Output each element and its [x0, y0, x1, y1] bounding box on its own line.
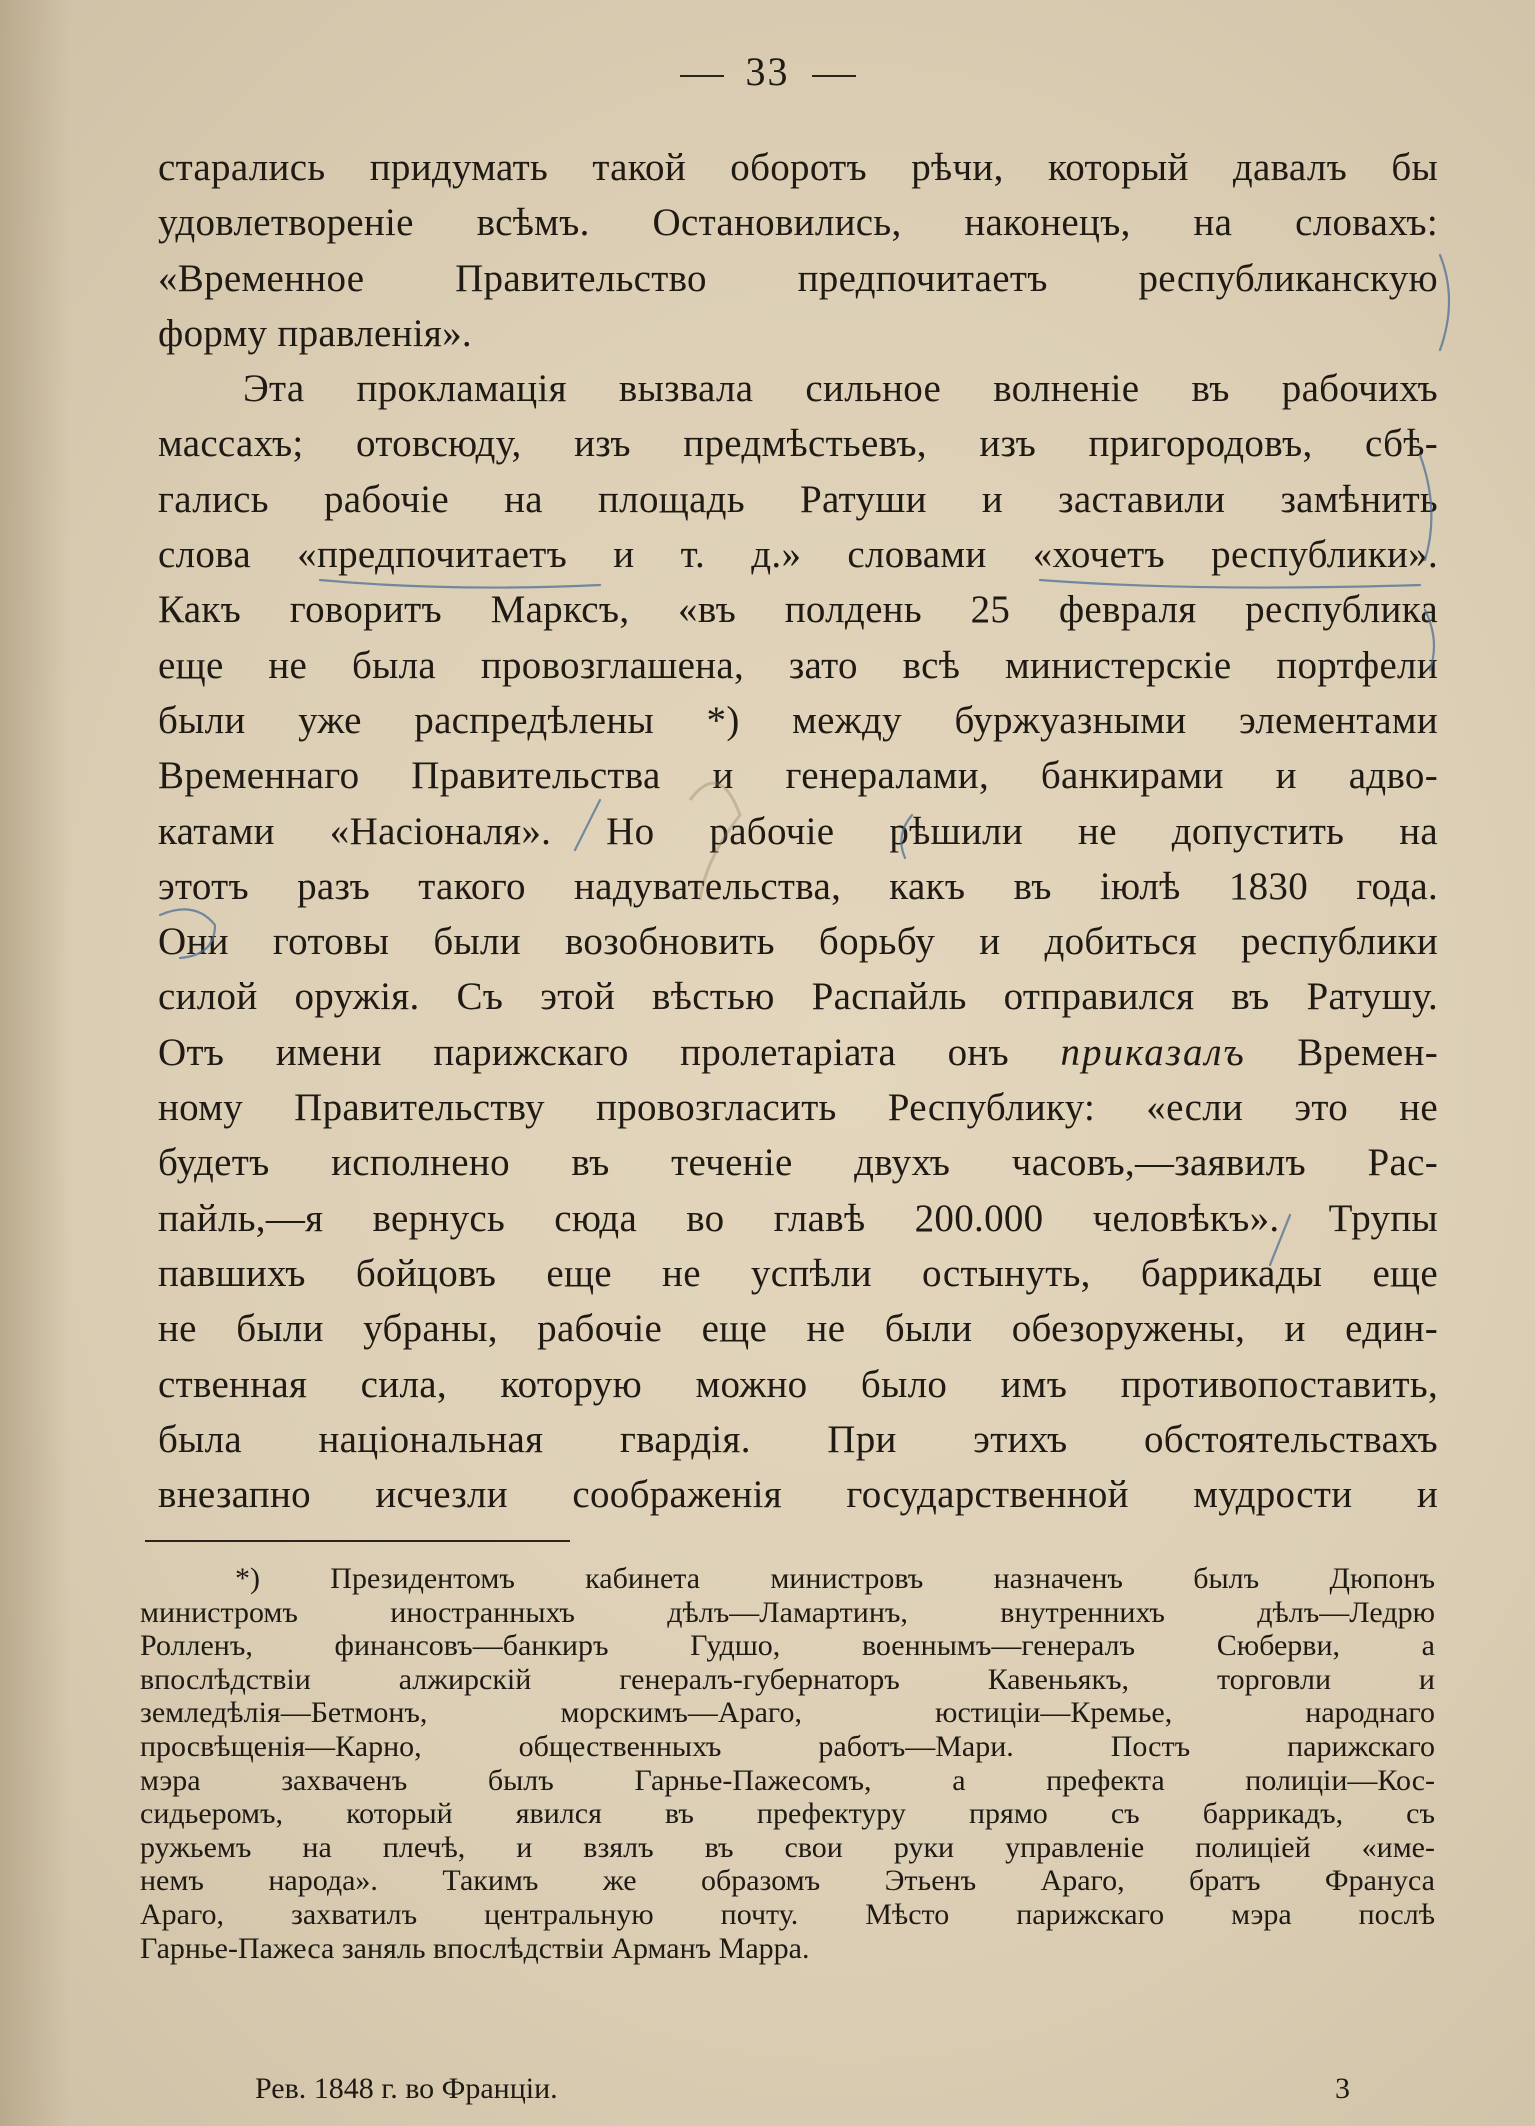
footnote-line: земледѣлія—Бетмонъ, морскимъ—Араго, юстиціи—Кремье, народнаго: [140, 1696, 1435, 1730]
printer-signature: [255, 2072, 1350, 2106]
footnotes: [140, 1562, 1435, 1965]
body-line: ному Правительству провозгласить Республику: «если это не: [158, 1086, 1438, 1130]
body-line: слова «предпочитаетъ и т. д.» словами «хочетъ республики».: [158, 533, 1438, 577]
page-number-dash-right: [812, 75, 856, 77]
body-line: не были убраны, рабочіе еще не были обезоружены, и един-: [158, 1307, 1438, 1351]
page-number-dash-left: [680, 75, 724, 77]
footnote-line: *) Президентомъ кабинета министровъ назначенъ былъ Дюпонъ: [235, 1562, 1435, 1595]
footnote-line: немъ народа». Такимъ же образомъ Этьенъ Араго, братъ Франуса: [140, 1864, 1435, 1898]
page-number-value: 33: [745, 49, 790, 94]
body-line: катами «Насіоналя». Но рабочіе рѣшили не допустить на: [158, 809, 1438, 853]
footnote-line: просвѣщенія—Карно, общественныхъ работъ—Мари. Постъ парижскаго: [140, 1729, 1435, 1763]
body-line-with-italic: [158, 1025, 1438, 1080]
body-line: старались придумать такой оборотъ рѣчи, который давалъ бы: [158, 146, 1438, 189]
body-line: Временнаго Правительства и генералами, банкирами и адво-: [158, 754, 1438, 798]
signature-mark: 3: [1335, 2072, 1350, 2105]
body-line: еще не была провозглашена, зато всѣ министерскіе портфели: [158, 643, 1438, 687]
body-line-part: Отъ имени парижскаго пролетаріата онъ: [158, 1030, 1061, 1074]
body-line: была національная гвардія. При этихъ обстоятельствахъ: [158, 1417, 1438, 1461]
body-line-part: Времен-: [1245, 1030, 1438, 1074]
body-line: форму правленія».: [158, 311, 472, 355]
body-line: удовлетвореніе всѣмъ. Остановились, наконецъ, на словахъ:: [158, 201, 1438, 245]
body-line: Какъ говоритъ Марксъ, «въ полдень 25 февраля республика: [158, 588, 1438, 632]
body-line: ственная сила, которую можно было имъ противопоставить,: [158, 1362, 1438, 1406]
body-line: этотъ разъ такого надувательства, какъ въ іюлѣ 1830 года.: [158, 864, 1438, 908]
pencil-bracket-mark: [1440, 255, 1449, 350]
page-number: [0, 48, 1535, 95]
footnote-divider: [145, 1540, 570, 1542]
footnote-line: министромъ иностранныхъ дѣлъ—Ламартинъ, внутреннихъ дѣлъ—Ледрю: [140, 1595, 1435, 1629]
body-line: Эта прокламація вызвала сильное волненіе въ рабочихъ: [243, 367, 1438, 411]
signature-title: Рев. 1848 г. во Франціи.: [255, 2072, 558, 2105]
body-line: павшихъ бойцовъ еще не успѣли остынуть, баррикады еще: [158, 1251, 1438, 1295]
italic-emphasis: приказалъ: [1060, 1030, 1246, 1074]
footnote-line: мэра захваченъ былъ Гарнье-Пажесомъ, а префекта полиціи—Кос-: [140, 1763, 1435, 1797]
body-line: будетъ исполнено въ теченіе двухъ часовъ,—заявилъ Рас-: [158, 1141, 1438, 1185]
body-line: Они готовы были возобновить борьбу и добиться республики: [158, 920, 1438, 964]
footnote-line: впослѣдствіи алжирскій генералъ-губернаторъ Кавеньякъ, торговли и: [140, 1662, 1435, 1696]
body-line: пайль,—я вернусь сюда во главѣ 200.000 человѣкъ». Трупы: [158, 1196, 1438, 1240]
body-line: внезапно исчезли соображенія государственной мудрости и: [158, 1473, 1438, 1517]
body-text: [158, 140, 1438, 1522]
footnote-line: ружьемъ на плечѣ, и взялъ въ свои руки управленіе полиціей «име-: [140, 1830, 1435, 1864]
body-line: «Временное Правительство предпочитаетъ республиканскую: [158, 256, 1438, 300]
footnote-line: Гарнье-Пажеса заняль впослѣдствіи Арманъ Марра.: [140, 1931, 810, 1965]
body-line: массахъ; отовсюду, изъ предмѣстьевъ, изъ пригородовъ, сбѣ-: [158, 422, 1438, 466]
footnote-line: сидьеромъ, который явился въ префектуру прямо съ баррикадъ, съ: [140, 1797, 1435, 1831]
footnote-line: Ролленъ, финансовъ—банкиръ Гудшо, военнымъ—генералъ Сюберви, а: [140, 1629, 1435, 1663]
footnote-line: Араго, захватилъ центральную почту. Мѣсто парижскаго мэра послѣ: [140, 1897, 1435, 1931]
body-line: были уже распредѣлены *) между буржуазными элементами: [158, 698, 1438, 742]
body-line: гались рабочіе на площадь Ратуши и заставили замѣнить: [158, 477, 1438, 521]
body-line: силой оружія. Съ этой вѣстью Распайль отправился въ Ратушу.: [158, 975, 1438, 1019]
